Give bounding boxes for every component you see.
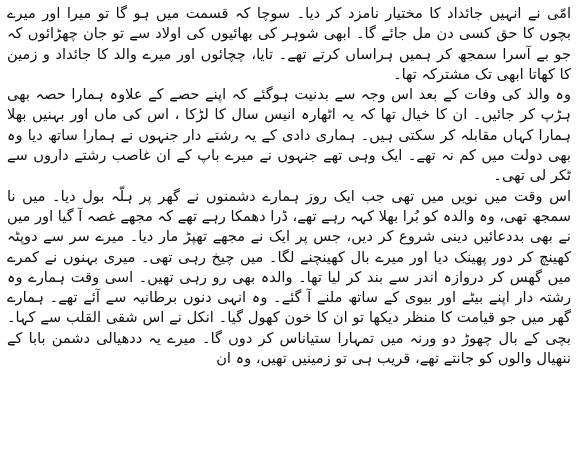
paragraph-3: اس وقت میں نویں میں تھی جب ایک روز ہمارے دشمنوں نے گھر پر ہلّہ بول دیا۔ میں نا سمجھ تھی، وہ والدہ کو بُرا بھلا کہہ رہے تھے، ڈرا دھمکا رہے تھے کہ مجھے غصہ آ گیا اور میں نے بھی بددعائیں دینی شروع کر دیں، جس پر ایک نے مجھے تھپڑ مار دیا۔ میرے سر سے دوپٹہ کھینچ کر دور پھینک دیا اور میرے بال کھینچنے لگا۔ میں چیخ رہی تھی۔ میری بہنوں نے کمرے میں گھس کر دروازہ اندر سے بند کر لیا تھا۔ والدہ بھی رو رہی تھیں۔ اسی وقت ہمارے وہ رشتہ دار اپنے بیٹے اور بیوی کے ساتھ ملنے آ گئے۔ وہ انہی دنوں برطانیہ سے آئے تھے۔ ہمارے گھر میں جو قیامت کا منظر دیکھا تو ان کا خون کھول گیا۔ انکل نے اس شقی القلب سے کہا۔ بچی کے بال چھوڑ دو ورنہ میں تمہارا ستیاناس کر دوں گا۔ میرے یہ ددھیالی دشمن بابا کے ننھیال والوں کو جانتے تھے، قریب ہی تو زمینیں تھیں، وہ ان [7,187,571,368]
paragraph-1: امّی نے انہیں جائداد کا مختیار نامزد کر دیا۔ سوچا کہ قسمت میں ہو گا تو میرا اور میرے بچوں کا حق کسی دن مل جائے گا۔ ابھی شوہر کی بھائیوں کی اولاد سے تو جان چھڑائوں کہ جو بے آسرا سمجھ کر ہمیں ہراساں کرتے تھے۔ تایا، چچائوں اور میرے والد کا جائداد و زمین کا کھاتا ابھی تک مشترکہ تھا۔ [7,5,571,83]
article-body [7,4,571,369]
paragraph-2: وہ والد کی وفات کے بعد اس وجہ سے بدنیت ہوگئے کہ اپنے حصے کے علاوہ ہمارا حصہ بھی ہڑپ کر جائیں۔ ان کا خیال تھا کہ یہ اٹھارہ انیس سال کا لڑکا ، اس کی ماں اور بہنیں بھلا ہمارا کہاں مقابلہ کر سکتی ہیں۔ ہماری دادی کے یہ رشتے دار جنہوں نے ہمارا ساتھ دیا وہ بھی دولت میں کم نہ تھے۔ ایک وہی تھے جنہوں نے میرے باپ کے ان غاصب رشتے داروں سے ٹکر لی تھی۔ [7,86,571,185]
